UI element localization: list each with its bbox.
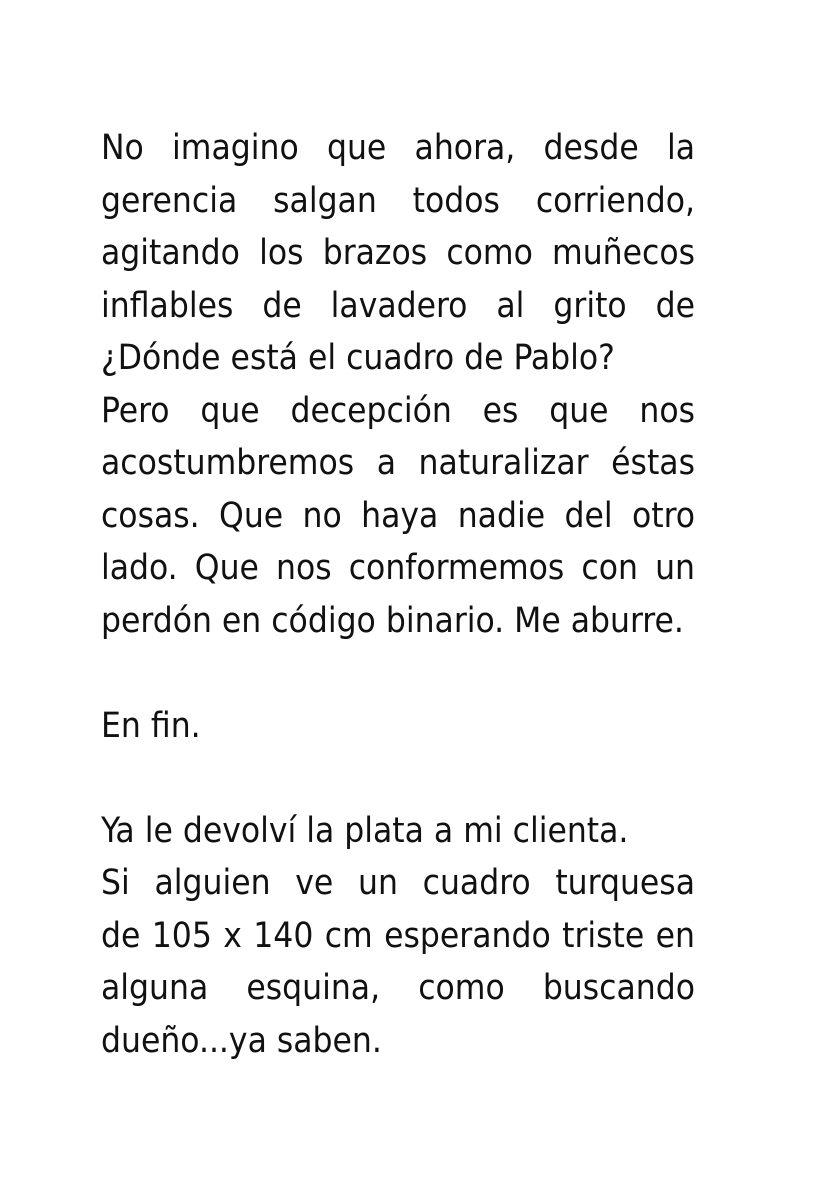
text-line: Pero que decepción es que nos bbox=[101, 390, 695, 431]
paragraph-2 bbox=[101, 385, 695, 648]
paragraph-4 bbox=[101, 805, 695, 1068]
text-line: En fin. bbox=[101, 705, 201, 746]
text-line: Si alguien ve un cuadro turquesa bbox=[101, 863, 695, 903]
blank-line bbox=[101, 647, 695, 700]
document-page bbox=[101, 122, 695, 1067]
blank-line bbox=[101, 752, 695, 805]
text-line: cosas. Que no haya nadie del otro bbox=[101, 495, 695, 536]
text-line: gerencia salgan todos corriendo, bbox=[101, 180, 695, 221]
text-line: perdón en código binario. Me aburre. bbox=[101, 600, 684, 641]
text-line: ¿Dónde está el cuadro de Pablo? bbox=[101, 338, 615, 378]
paragraph-3 bbox=[101, 700, 695, 753]
text-line: de 105 x 140 cm esperando triste en bbox=[101, 915, 695, 956]
text-line: No imagino que ahora, desde la bbox=[101, 128, 695, 168]
text-line: inflables de lavadero al grito de bbox=[101, 285, 695, 326]
text-line: acostumbremos a naturalizar éstas bbox=[101, 443, 695, 483]
paragraph-1 bbox=[101, 122, 695, 385]
text-line: agitando los brazos como muñecos bbox=[101, 233, 695, 273]
text-line: dueño...ya saben. bbox=[101, 1020, 382, 1061]
text-line: alguna esquina, como buscando bbox=[101, 968, 695, 1008]
text-line: Ya le devolví la plata a mi clienta. bbox=[101, 810, 629, 851]
text-line: lado. Que nos conformemos con un bbox=[101, 548, 695, 588]
